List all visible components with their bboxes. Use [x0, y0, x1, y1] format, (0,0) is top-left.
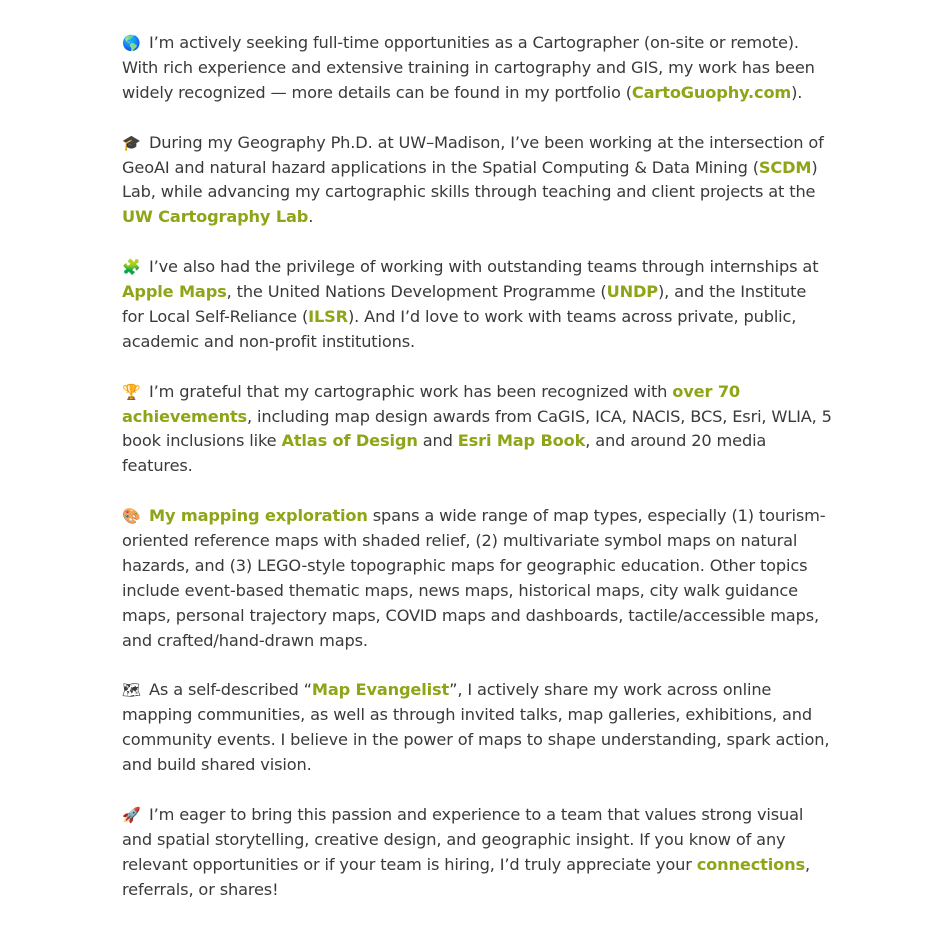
paragraph-2 [122, 131, 832, 231]
text-segment: ), and the Institute for Local Self-Reliance ( [122, 282, 807, 326]
paragraph-1 [122, 31, 832, 106]
text-segment: , including map design awards from CaGIS, ICA, NACIS, BCS, Esri, WLIA, 5 book inclusions like [122, 406, 832, 451]
paragraph-6 [122, 678, 832, 778]
globe-icon: 🌎 [122, 34, 141, 52]
paragraph-5 [122, 504, 832, 653]
text-segment: ). [791, 82, 803, 102]
link-apple-maps[interactable]: Apple Maps [122, 282, 227, 302]
link-scdm[interactable]: SCDM [758, 157, 812, 177]
paragraph-3 [122, 255, 832, 355]
link-esri-map-book[interactable]: Esri Map Book [457, 431, 586, 451]
trophy-icon: 🏆 [122, 382, 141, 401]
rocket-icon: 🚀 [122, 806, 141, 824]
text-segment: I’m eager to bring this passion and experience to a team that values strong visual and spatial storytelling, creative design, and geographic insight. If you know of any relevant opportunities or if your team is hiring, I’d truly appreciate your [122, 805, 804, 874]
text-segment: During my Geography Ph.D. at UW–Madison, I’ve been working at the intersection of GeoAI and natural hazard applications in the Spatial Computing & Data Mining ( [122, 132, 824, 177]
link-over-70-achievements[interactable]: over 70 achievements [122, 381, 741, 426]
text-segment: , referrals, or shares! [122, 854, 810, 899]
paragraph-7 [122, 803, 832, 903]
text-segment: I’m actively seeking full-time opportunities as a Cartographer (on-site or remote). With rich experience and extensive training in cartography and GIS, my work has been widely recognized — more details can be found in my portfolio ( [122, 33, 815, 102]
link-uw-cartography-lab[interactable]: UW Cartography Lab [122, 207, 309, 227]
link-ilsr[interactable]: ILSR [308, 306, 348, 326]
text-segment: ) Lab, while advancing my cartographic skills through teaching and client projects at the [122, 157, 818, 202]
link-my-mapping-exploration[interactable]: My mapping exploration [149, 506, 368, 526]
graduation-cap-icon: 🎓 [122, 133, 141, 152]
palette-icon: 🎨 [122, 507, 141, 526]
text-segment: and [417, 431, 458, 451]
text-segment: ). And I’d love to work with teams across private, public, academic and non-profit institutions. [122, 306, 797, 351]
text-segment: I’m grateful that my cartographic work has been recognized with [144, 381, 673, 401]
link-map-evangelist[interactable]: Map Evangelist [311, 680, 450, 700]
link-cartoguophy-com[interactable]: CartoGuophy.com [631, 82, 792, 102]
text-segment: As a self-described “ [144, 680, 312, 700]
text-segment: spans a wide range of map types, especially (1) tourism-oriented reference maps with shaded relief, (2) multivariate symbol maps on natural hazards, and (3) LEGO-style topographic maps for geographic education. Other topics include event-based thematic maps, news maps, historical maps, city walk guidance maps, personal trajectory maps, COVID maps and dashboards, tactile/accessible maps, and crafted/hand-drawn maps. [122, 506, 826, 650]
link-connections[interactable]: connections [696, 854, 805, 874]
map-icon: 🗺 [122, 681, 141, 700]
puzzle-icon: 🧩 [122, 258, 141, 277]
text-segment: . [308, 207, 314, 227]
text-segment: ”, I actively share my work across online mapping communities, as well as through invited talks, map galleries, exhibitions, and community events. I believe in the power of maps to shape understanding, spark action, and build shared vision. [122, 680, 830, 775]
link-atlas-of-design[interactable]: Atlas of Design [281, 431, 418, 451]
paragraph-4 [122, 380, 832, 480]
text-segment: I’ve also had the privilege of working with outstanding teams through internships at [144, 257, 819, 277]
text-segment: , the United Nations Development Programme ( [226, 282, 607, 302]
about-text [122, 31, 832, 928]
text-segment: , and around 20 media features. [122, 431, 767, 476]
link-undp[interactable]: UNDP [606, 282, 658, 302]
